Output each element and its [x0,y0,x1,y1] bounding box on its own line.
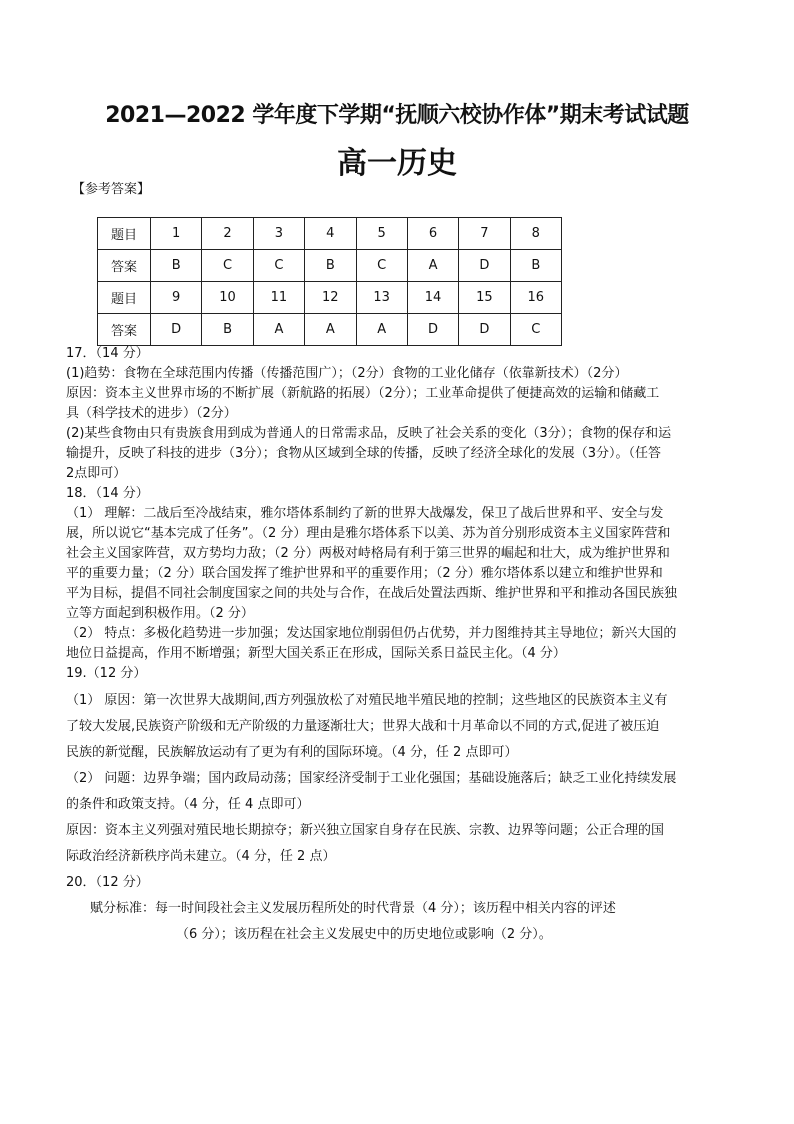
table-cell: 14 [407,282,458,314]
table-cell: B [151,250,202,282]
table-cell: C [202,250,253,282]
exam-title: 2021—2022 学年度下学期“抚顺六校协作体”期末考试试题 [105,103,689,128]
table-cell: 4 [305,218,356,250]
q19-line: （2） 问题：边界争端；国内政局动荡；国家经济受制于工业化强国；基础设施落后；缺乏工业化持续发展 [66,771,677,786]
table-cell: 5 [356,218,407,250]
q18-line: 立等方面起到积极作用。（2 分） [66,606,254,621]
table-cell: A [305,314,356,346]
table-row [98,314,562,346]
q19-line: （1） 原因：第一次世界大战期间,西方列强放松了对殖民地半殖民地的控制；这些地区的民族资本主义有 [66,693,668,708]
q20-heading: 20．（12 分） [66,875,149,890]
table-cell: D [459,250,510,282]
subject-title: 高一历史 [337,146,457,181]
table-cell: 10 [202,282,253,314]
q19-line: 原因：资本主义列强对殖民地长期掠夺；新兴独立国家自身存在民族、宗教、边界等问题；公正合理的国 [66,823,665,838]
table-cell: 2 [202,218,253,250]
table-row [98,250,562,282]
table-cell: 题目 [98,282,151,314]
q17-line: (2)某些食物由只有贵族食用到成为普通人的日常需求品，反映了社会关系的变化（3分）；食物的保存和运 [66,426,672,441]
table-cell: D [151,314,202,346]
table-cell: D [407,314,458,346]
table-cell: C [356,250,407,282]
q18-line: 社会主义国家阵营，双方势均力敌；（2 分）两极对峙格局有利于第三世界的崛起和壮大，成为维护世界和 [66,546,670,561]
q17-line: 原因：资本主义世界市场的不断扩展（新航路的拓展）（2分）；工业革命提供了便捷高效的运输和储藏工 [66,386,660,401]
answer-table [97,217,562,346]
table-cell: 15 [459,282,510,314]
table-cell: 6 [407,218,458,250]
table-cell: 7 [459,218,510,250]
table-cell: 12 [305,282,356,314]
table-cell: 答案 [98,250,151,282]
q18-line: （2） 特点：多极化趋势进一步加强；发达国家地位削弱但仍占优势，并力图维持其主导地位；新兴大国的 [66,626,677,641]
table-cell: B [305,250,356,282]
table-row [98,282,562,314]
q19-line: 的条件和政策支持。（4 分，任 4 点即可） [66,797,310,812]
q18-line: 地位日益提高，作用不断增强；新型大国关系正在形成，国际关系日益民主化。（4 分） [66,646,566,661]
table-cell: D [459,314,510,346]
table-cell: A [253,314,304,346]
table-cell: B [202,314,253,346]
table-cell: 9 [151,282,202,314]
table-cell: C [253,250,304,282]
q17-line: (1)趋势：食物在全球范围内传播（传播范围广）；（2分）食物的工业化储存（依靠新技术）（2分） [66,366,628,381]
table-cell: A [407,250,458,282]
table-cell: 3 [253,218,304,250]
table-cell: 13 [356,282,407,314]
table-cell: 11 [253,282,304,314]
table-cell: A [356,314,407,346]
q18-line: 平为目标，提倡不同社会制度国家之间的共处与合作，在战后处置法西斯、维护世界和平和推动各国民族独 [66,586,678,601]
table-row [98,218,562,250]
q18-line: （1） 理解：二战后至冷战结束，雅尔塔体系制约了新的世界大战爆发，保卫了战后世界和平、安全与发 [66,506,664,521]
q18-line: 展，所以说它“基本完成了任务”。（2 分）理由是雅尔塔体系下以美、苏为首分别形成资本主义国家阵营和 [66,526,671,541]
q17-line: 输提升，反映了科技的进步（3分）；食物从区域到全球的传播，反映了经济全球化的发展（3分）。（任答 [66,446,662,461]
table-cell: 1 [151,218,202,250]
q17-line: 2点即可） [66,466,127,481]
q17-heading: 17．（14 分） [66,346,149,361]
q17-line: 具（科学技术的进步）（2分） [66,406,237,421]
answer-body [66,344,746,948]
table-cell: C [510,314,561,346]
q19-heading: 19.（12 分） [66,666,147,681]
q18-line: 平的重要力量；（2 分）联合国发挥了维护世界和平的重要作用；（2 分）雅尔塔体系以建立和维护世界和 [66,566,663,581]
answer-key-label: 【参考答案】 [72,182,151,197]
table-cell: 8 [510,218,561,250]
q18-heading: 18．（14 分） [66,486,149,501]
table-cell: 答案 [98,314,151,346]
q19-line: 民族的新觉醒，民族解放运动有了更为有利的国际环境。（4 分，任 2 点即可） [66,745,518,760]
q20-criteria-line: （6 分）；该历程在社会主义发展史中的历史地位或影响（2 分）。 [176,927,552,942]
q20-criteria-line: 赋分标准：每一时间段社会主义发展历程所处的时代背景（4 分）；该历程中相关内容的评述 [90,901,616,916]
table-cell: 题目 [98,218,151,250]
q19-line: 际政治经济新秩序尚未建立。（4 分，任 2 点） [66,849,336,864]
q19-line: 了较大发展,民族资产阶级和无产阶级的力量逐渐壮大；世界大战和十月革命以不同的方式,促进了被压迫 [66,719,660,734]
table-cell: B [510,250,561,282]
table-cell: 16 [510,282,561,314]
